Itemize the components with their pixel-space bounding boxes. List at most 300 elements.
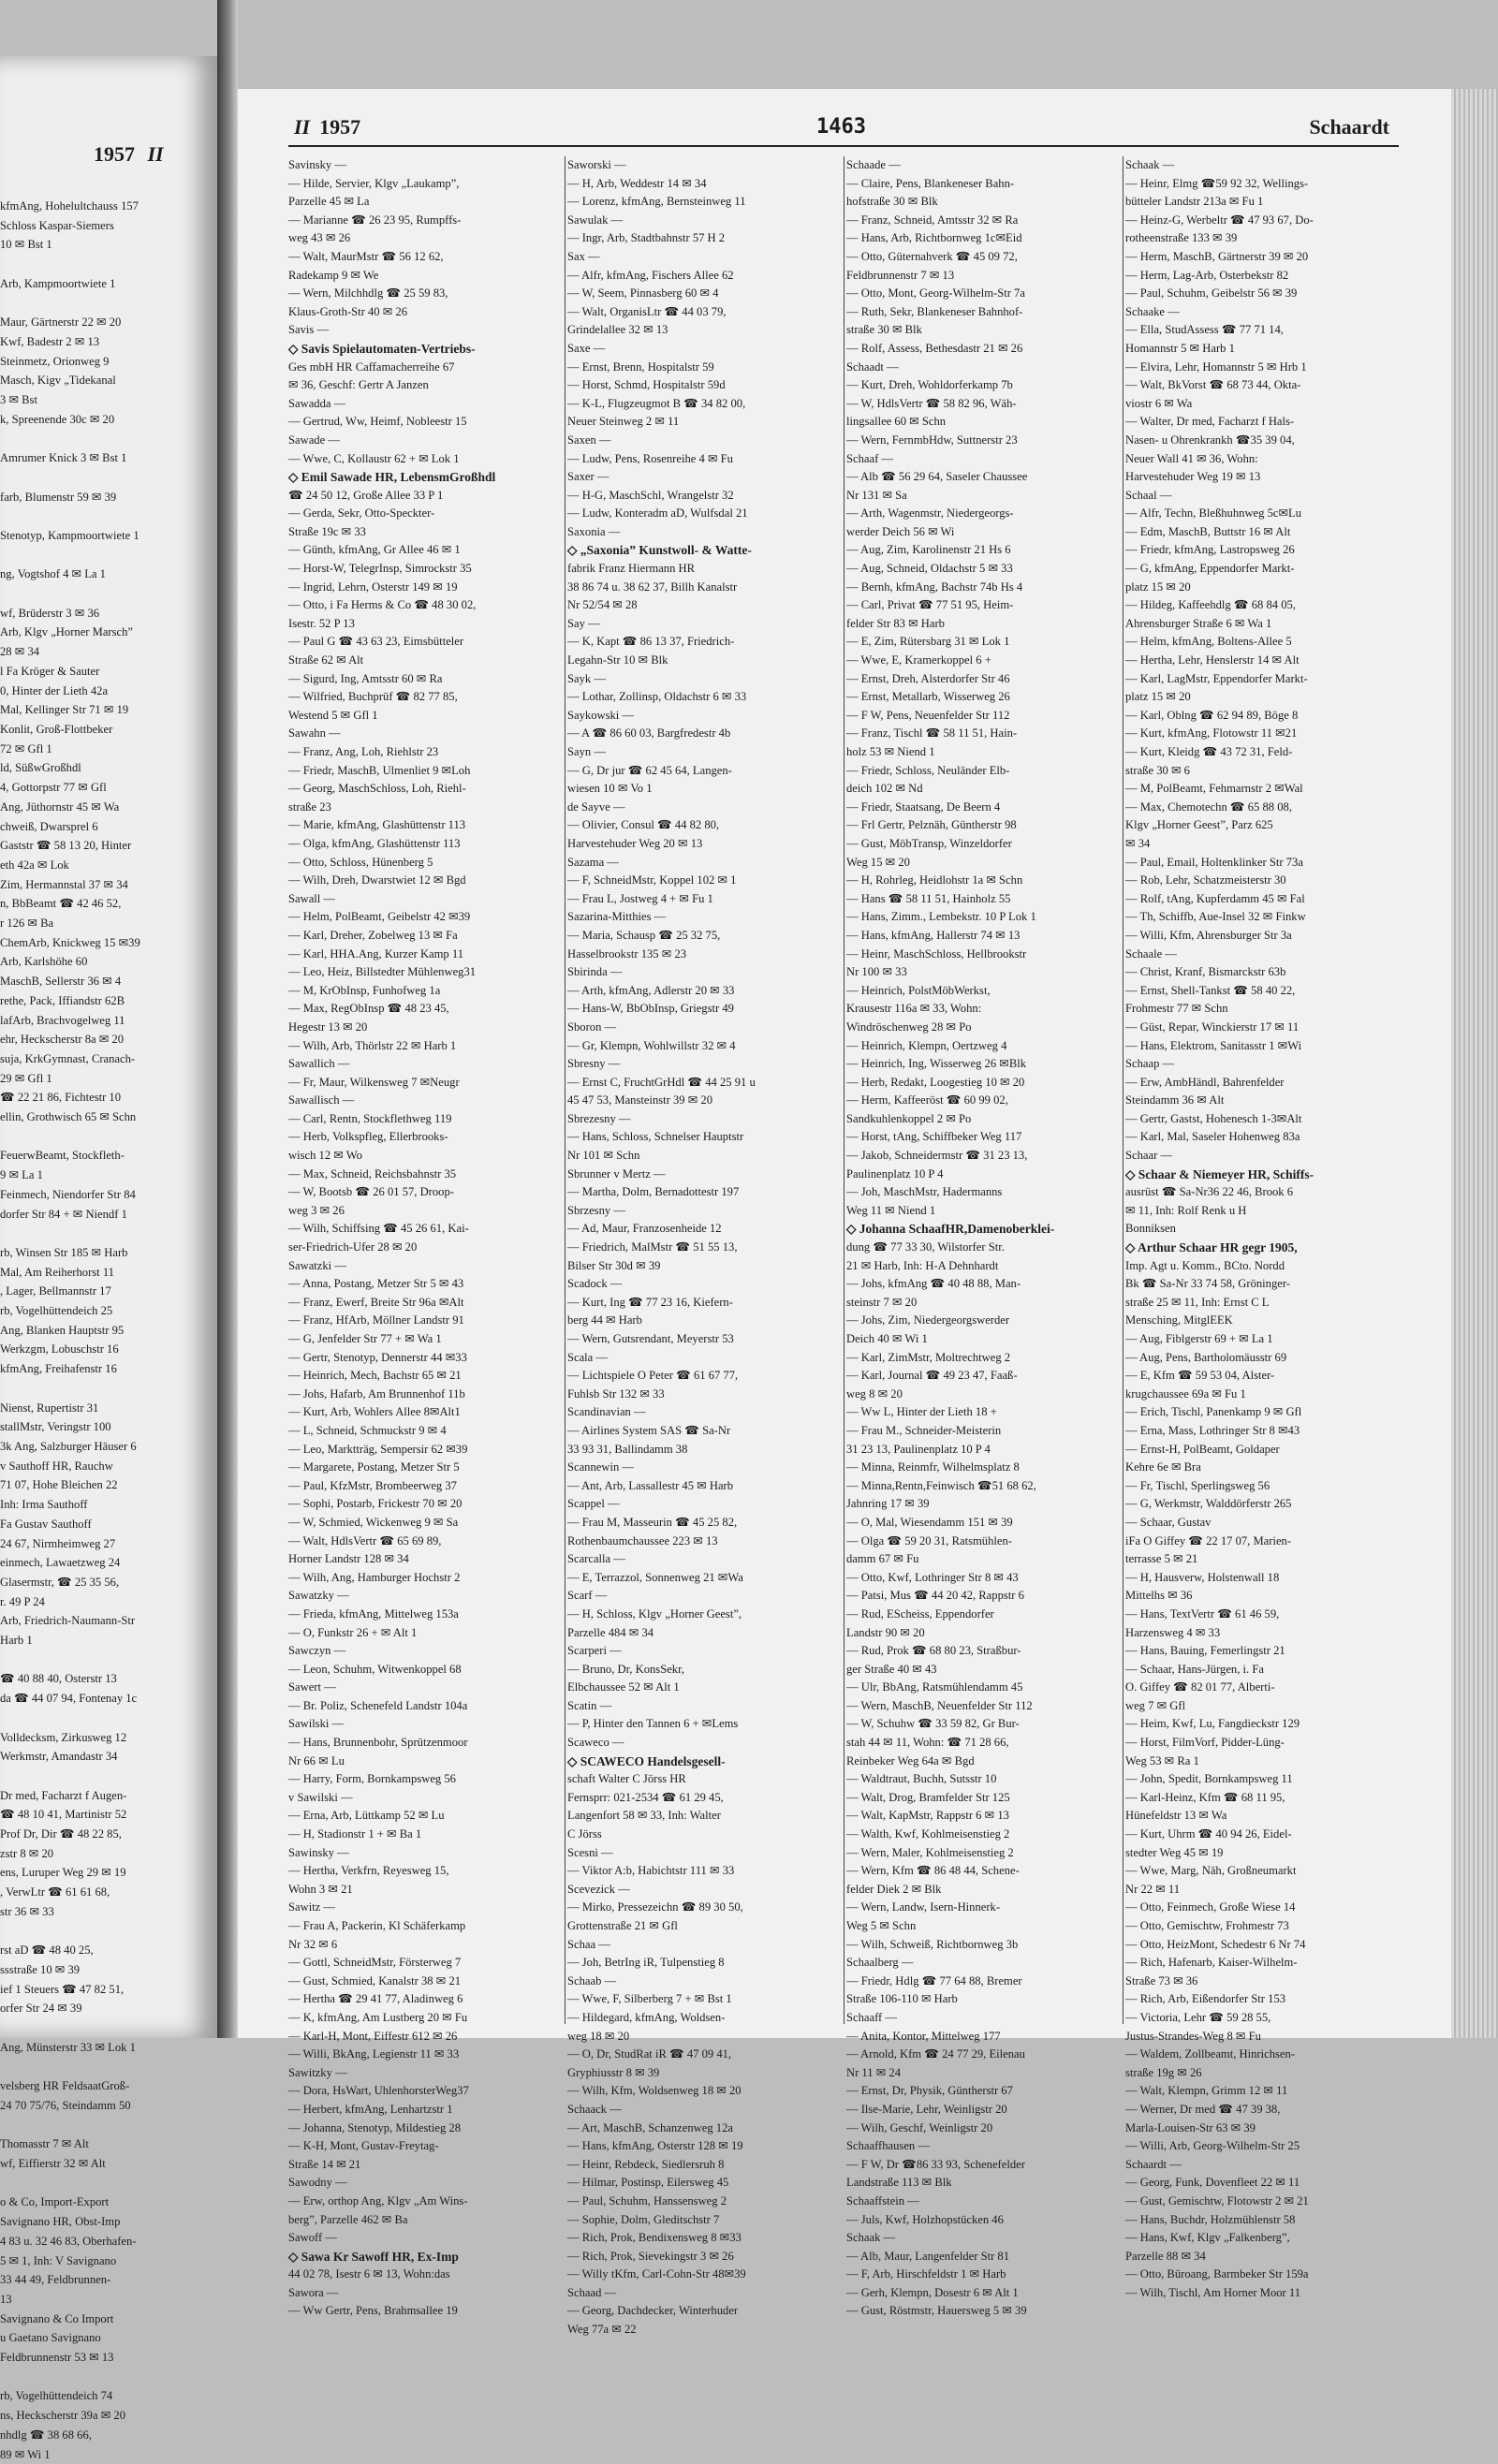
directory-entry: Mensching, MitglEEK bbox=[1125, 1313, 1233, 1327]
directory-entry: Legahn-Str 10 ✉ Blk bbox=[567, 653, 668, 667]
left-line: Masch, Kigv „Tidekanal bbox=[0, 374, 116, 388]
directory-entry: Saxer — bbox=[567, 470, 609, 484]
directory-entry: — Leon, Schuhm, Witwenkoppel 68 bbox=[288, 1662, 462, 1676]
directory-entry: Weg 15 ✉ 20 bbox=[846, 855, 910, 869]
directory-entry: Savinsky — bbox=[288, 158, 346, 171]
directory-entry: stedter Weg 45 ✉ 19 bbox=[1125, 1845, 1224, 1859]
directory-entry: platz 15 ✉ 20 bbox=[1125, 579, 1191, 594]
directory-entry: — Gertr, Gastst, Hohenesch 1-3✉Alt bbox=[1125, 1111, 1302, 1125]
left-line: ld, SüßwGroßhdl bbox=[0, 761, 81, 775]
directory-entry: — Walter, Dr med, Facharzt f Hals- bbox=[1125, 415, 1295, 429]
directory-entry: Ges mbH HR Caffamacherreihe 67 bbox=[288, 359, 455, 374]
directory-entry: — Paul G ☎ 43 63 23, Eimsbütteler bbox=[288, 635, 464, 649]
directory-entry: holz 53 ✉ Niend 1 bbox=[846, 745, 935, 758]
directory-entry: — Alb, Maur, Langenfelder Str 81 bbox=[846, 2249, 1010, 2263]
directory-entry: — Hans, Elektrom, Sanitasstr 1 ✉Wi bbox=[1125, 1038, 1302, 1052]
directory-column-3 bbox=[846, 156, 1120, 2318]
directory-entry: — Ernst, Dr, Physik, Güntherstr 67 bbox=[846, 2084, 1013, 2098]
left-line: ChemArb, Knickweg 15 ✉39 bbox=[0, 935, 140, 949]
directory-entry: — Leo, Heiz, Billstedter Mühlenweg31 bbox=[288, 965, 477, 979]
left-line: Thomasstr 7 ✉ Alt bbox=[0, 2137, 89, 2151]
directory-entry: — K-H, Mont, Gustav-Freytag- bbox=[288, 2139, 439, 2153]
directory-entry: — Otto, Schloss, Hünenberg 5 bbox=[288, 855, 433, 869]
directory-entry: — Horst, Schmd, Hospitalstr 59d bbox=[567, 378, 726, 392]
right-page-header bbox=[238, 115, 1451, 143]
directory-entry: Schaadt — bbox=[846, 359, 899, 374]
directory-entry: — Christ, Kranf, Bismarckstr 63b bbox=[1125, 965, 1286, 979]
left-line: Nienst, Rupertistr 31 bbox=[0, 1401, 99, 1415]
left-line: l Fa Kröger & Sauter bbox=[0, 664, 100, 678]
left-line: r 126 ✉ Ba bbox=[0, 917, 54, 931]
directory-entry: v Sawilski — bbox=[288, 1790, 353, 1804]
directory-entry: — Ernst C, FruchtGrHdl ☎ 44 25 91 u bbox=[567, 1075, 756, 1089]
directory-entry: — Ludw, Konteradm aD, Wulfsdal 21 bbox=[567, 506, 748, 521]
directory-entry: Bk ☎ Sa-Nr 33 74 58, Gröninger- bbox=[1125, 1277, 1290, 1291]
left-line bbox=[0, 546, 212, 565]
directory-entry: — Hans, Buchdr, Holzmühlenstr 58 bbox=[1125, 2212, 1296, 2226]
directory-entry: — Walt, BkVorst ☎ 68 73 44, Okta- bbox=[1125, 378, 1301, 392]
directory-entry: Feldbrunnenstr 7 ✉ 13 bbox=[846, 268, 955, 282]
left-line: o & Co, Import-Export bbox=[0, 2195, 110, 2209]
directory-entry: — Hans ☎ 58 11 51, Hainholz 55 bbox=[846, 891, 1011, 905]
directory-entry: — Hans, kfmAng, Osterstr 128 ✉ 19 bbox=[567, 2139, 743, 2153]
directory-entry: — Frieda, kfmAng, Mittelweg 153a bbox=[288, 1606, 459, 1621]
directory-entry: de Sayve — bbox=[567, 799, 625, 814]
directory-entry: Sawatzky — bbox=[288, 1589, 349, 1603]
directory-entry: — E, Terrazzol, Sonnenweg 21 ✉Wa bbox=[567, 1570, 743, 1584]
directory-entry: — F, Arb, Hirschfeldstr 1 ✉ Harb bbox=[846, 2267, 1006, 2281]
directory-entry: — Olga, kfmAng, Glashüttenstr 113 bbox=[288, 836, 461, 850]
directory-entry: — Airlines System SAS ☎ Sa-Nr bbox=[567, 1423, 731, 1437]
directory-entry: Westend 5 ✉ Gfl 1 bbox=[288, 708, 378, 722]
directory-entry: — Ernst, Dreh, Alsterdorfer Str 46 bbox=[846, 671, 1010, 685]
directory-entry: — Hans, Zimm., Lembekstr. 10 P Lok 1 bbox=[846, 910, 1036, 924]
directory-entry: — Carl, Privat ☎ 77 51 95, Heim- bbox=[846, 598, 1014, 612]
directory-entry: — Elvira, Lehr, Homannstr 5 ✉ Hrb 1 bbox=[1125, 359, 1307, 374]
directory-entry: — Rich, Prok, Sievekingstr 3 ✉ 26 bbox=[567, 2249, 734, 2263]
directory-entry: — Rob, Lehr, Schatzmeisterstr 30 bbox=[1125, 873, 1286, 887]
directory-entry: — John, Spedit, Bornkampsweg 11 bbox=[1125, 1772, 1293, 1786]
directory-entry: — Paul, Email, Holtenklinker Str 73a bbox=[1125, 855, 1303, 869]
left-line: Werkmstr, Amandastr 34 bbox=[0, 1750, 118, 1764]
directory-entry: — Wilh, Dreh, Dwarstwiet 12 ✉ Bgd bbox=[288, 873, 466, 887]
directory-entry: — Ww Gertr, Pens, Brahmsallee 19 bbox=[288, 2304, 458, 2318]
directory-entry: Scannewin — bbox=[567, 1460, 634, 1474]
directory-entry: wisch 12 ✉ Wo bbox=[288, 1149, 362, 1163]
directory-entry: ◇ Emil Sawade HR, LebensmGroßhdl bbox=[288, 470, 496, 485]
directory-entry: — Friedr, MaschB, Ulmenliet 9 ✉Loh bbox=[288, 763, 471, 777]
directory-entry: Paulinenplatz 10 P 4 bbox=[846, 1166, 944, 1181]
directory-entry: Sawert — bbox=[288, 1680, 336, 1694]
directory-entry: fabrik Franz Hiermann HR bbox=[567, 562, 696, 576]
left-line: Mal, Am Reiherhorst 11 bbox=[0, 1265, 114, 1279]
directory-entry: 44 02 78, Isestr 6 ✉ 13, Wohn:das bbox=[288, 2267, 450, 2281]
directory-entry: — Edm, MaschB, Buttstr 16 ✉ Alt bbox=[1125, 524, 1291, 538]
left-line: ☎ 40 88 40, Osterstr 13 bbox=[0, 1672, 117, 1686]
directory-entry: Klaus-Groth-Str 40 ✉ 26 bbox=[288, 304, 408, 318]
directory-entry: felder Str 83 ✉ Harb bbox=[846, 616, 945, 630]
left-line: Dr med, Facharzt f Augen- bbox=[0, 1788, 127, 1802]
directory-entry: — Anita, Kontor, Mittelweg 177 bbox=[846, 2029, 1001, 2043]
directory-entry: — Georg, Funk, Dovenfleet 22 ✉ 11 bbox=[1125, 2176, 1300, 2190]
directory-entry: — Heinrich, Mech, Bachstr 65 ✉ 21 bbox=[288, 1369, 462, 1383]
directory-entry: — Bruno, Dr, KonsSekr, bbox=[567, 1662, 684, 1676]
directory-entry: — Aug, Schneid, Oldachstr 5 ✉ 33 bbox=[846, 562, 1013, 576]
directory-entry: Deich 40 ✉ Wi 1 bbox=[846, 1332, 928, 1345]
directory-entry: Ahrensburger Straße 6 ✉ Wa 1 bbox=[1125, 616, 1272, 630]
directory-entry: — Hans-W, BbObInsp, Griegstr 49 bbox=[567, 1002, 734, 1016]
directory-entry: — Ludw, Pens, Rosenreihe 4 ✉ Fu bbox=[567, 451, 733, 465]
directory-entry: Marla-Louisen-Str 63 ✉ 39 bbox=[1125, 2120, 1256, 2134]
directory-entry: — Karl, Oblng ☎ 62 94 89, Böge 8 bbox=[1125, 708, 1299, 722]
directory-entry: — Rud, Prok ☎ 68 80 23, Straßbur- bbox=[846, 1644, 1021, 1658]
directory-entry: — Horst-W, TelegrInsp, Simrockstr 35 bbox=[288, 562, 472, 576]
directory-entry: ser-Friedrich-Ufer 28 ✉ 20 bbox=[288, 1240, 418, 1254]
directory-entry: Neuer Steinweg 2 ✉ 11 bbox=[567, 415, 680, 429]
left-line: suja, KrkGymnast, Cranach- bbox=[0, 1051, 136, 1065]
directory-entry: Sandkuhlenkoppel 2 ✉ Po bbox=[846, 1111, 972, 1125]
right-header-issue: II bbox=[294, 115, 311, 139]
left-line: rb, Vogelhüttendeich 25 bbox=[0, 1304, 113, 1318]
directory-entry: — E, Kfm ☎ 59 53 04, Alster- bbox=[1125, 1369, 1275, 1383]
left-line: n, BbBeamt ☎ 42 46 52, bbox=[0, 897, 122, 911]
directory-entry: — Wilh, Schweiß, Richtbornweg 3b bbox=[846, 1937, 1019, 1951]
column-divider bbox=[1123, 156, 1124, 2024]
directory-entry: — Karl, Journal ☎ 49 23 47, Faaß- bbox=[846, 1369, 1018, 1383]
left-line: da ☎ 44 07 94, Fontenay 1c bbox=[0, 1692, 138, 1706]
directory-entry: Nr 22 ✉ 11 bbox=[1125, 1882, 1181, 1896]
left-line: rethe, Pack, Iffiandstr 62B bbox=[0, 993, 125, 1007]
left-line: 3 ✉ Bst bbox=[0, 393, 37, 407]
directory-entry: schaft Walter C Jörss HR bbox=[567, 1772, 686, 1786]
left-line: 33 44 49, Feldbrunnen- bbox=[0, 2273, 111, 2287]
directory-entry: — Ingr, Arb, Stadtbahnstr 57 H 2 bbox=[567, 231, 726, 245]
left-line: Arb, Klgv „Horner Marsch” bbox=[0, 625, 133, 639]
directory-entry: Weg 77a ✉ 22 bbox=[567, 2323, 637, 2337]
directory-entry: — Willi, Kfm, Ahrensburger Str 3a bbox=[1125, 928, 1292, 942]
left-line: , VerwLtr ☎ 61 61 68, bbox=[0, 1885, 110, 1899]
directory-entry: Sawall — bbox=[288, 891, 336, 905]
left-line: rst aD ☎ 48 40 25, bbox=[0, 1943, 94, 1958]
left-line: dorfer Str 84 + ✉ Niendf 1 bbox=[0, 1207, 127, 1221]
directory-entry: — Martha, Dolm, Bernadottestr 197 bbox=[567, 1185, 740, 1199]
directory-entry: dung ☎ 77 33 30, Wilstorfer Str. bbox=[846, 1240, 1005, 1254]
directory-entry: Fernsprr: 021-2534 ☎ 61 29 45, bbox=[567, 1790, 724, 1804]
directory-entry: — Frau M, Masseurin ☎ 45 25 82, bbox=[567, 1515, 738, 1529]
directory-entry: steinstr 7 ✉ 20 bbox=[846, 1295, 918, 1309]
left-line: Prof Dr, Dir ☎ 48 22 85, bbox=[0, 1827, 122, 1841]
directory-entry: — Arnold, Kfm ☎ 24 77 29, Eilenau bbox=[846, 2047, 1025, 2061]
directory-entry: Sawallich — bbox=[288, 1057, 350, 1071]
directory-entry: — A ☎ 86 60 03, Bargfredestr 4b bbox=[567, 726, 731, 741]
directory-entry: — O, Mal, Wiesendamm 151 ✉ 39 bbox=[846, 1515, 1013, 1529]
left-line: 29 ✉ Gfl 1 bbox=[0, 1071, 52, 1085]
left-line: 5 ✉ 1, Inh: V Savignano bbox=[0, 2253, 117, 2267]
directory-entry: Sazarina-Mitthies — bbox=[567, 910, 667, 924]
left-line bbox=[0, 1127, 212, 1147]
directory-entry: — Karl, HHA.Ang, Kurzer Kamp 11 bbox=[288, 946, 463, 961]
directory-entry: — Gr, Klempn, Wohlwillstr 32 ✉ 4 bbox=[567, 1038, 736, 1052]
directory-entry: — Gertr, Stenotyp, Dennerstr 44 ✉33 bbox=[288, 1350, 467, 1364]
directory-entry: Radekamp 9 ✉ We bbox=[288, 268, 379, 282]
left-line: Feinmech, Niendorfer Str 84 bbox=[0, 1187, 136, 1201]
left-line: einmech, Lawaetzweg 24 bbox=[0, 1556, 121, 1570]
directory-entry: Jahnring 17 ✉ 39 bbox=[846, 1497, 930, 1511]
directory-entry: — Arth, kfmAng, Adlerstr 20 ✉ 33 bbox=[567, 983, 735, 997]
left-line: Zim, Hermannstal 37 ✉ 34 bbox=[0, 877, 128, 891]
left-line: ens, Luruper Weg 29 ✉ 19 bbox=[0, 1866, 126, 1880]
directory-entry: Bilser Str 30d ✉ 39 bbox=[567, 1258, 661, 1272]
directory-entry: — Heinr, Rebdeck, Siedlersruh 8 bbox=[567, 2157, 725, 2171]
directory-entry: Schaake — bbox=[1125, 304, 1180, 318]
directory-entry: Imp. Agt u. Komm., BCto. Nordd bbox=[1125, 1258, 1285, 1272]
directory-entry: Sawora — bbox=[288, 2285, 339, 2299]
directory-entry: Sayk — bbox=[567, 671, 606, 685]
directory-entry: ◇ Sawa Kr Sawoff HR, Ex-Imp bbox=[288, 2249, 459, 2264]
directory-entry: — Ernst-H, PolBeamt, Goldaper bbox=[1125, 1442, 1280, 1456]
left-line: 89 ✉ Wi 1 bbox=[0, 2447, 51, 2461]
directory-entry: — Ulr, BbAng, Ratsmühlendamm 45 bbox=[846, 1680, 1023, 1694]
directory-entry: — Franz, HfArb, Möllner Landstr 91 bbox=[288, 1313, 464, 1327]
directory-entry: — Heinr, Elmg ☎59 92 32, Wellings- bbox=[1125, 176, 1309, 190]
directory-entry: Sbresny — bbox=[567, 1057, 621, 1071]
directory-entry: — Mirko, Pressezeichn ☎ 89 30 50, bbox=[567, 1900, 743, 1914]
directory-entry: Schaale — bbox=[1125, 946, 1177, 961]
directory-entry: — Frau M., Schneider-Meisterin bbox=[846, 1423, 1002, 1437]
directory-entry: Sayn — bbox=[567, 745, 606, 758]
directory-entry: — K, Kapt ☎ 86 13 37, Friedrich- bbox=[567, 635, 735, 649]
directory-entry: Sbirinda — bbox=[567, 965, 623, 979]
directory-entry: — Erna, Arb, Lüttkamp 52 ✉ Lu bbox=[288, 1809, 445, 1823]
directory-entry: Harvestehuder Weg 19 ✉ 13 bbox=[1125, 470, 1261, 484]
directory-entry: — Helm, kfmAng, Boltens-Allee 5 bbox=[1125, 635, 1292, 649]
directory-entry: — G, Werkmstr, Walddörferstr 265 bbox=[1125, 1497, 1292, 1511]
directory-entry: berg”, Parzelle 462 ✉ Ba bbox=[288, 2212, 408, 2226]
directory-entry: — W, Schuhw ☎ 33 59 82, Gr Bur- bbox=[846, 1717, 1020, 1731]
directory-entry: Schaade — bbox=[846, 158, 901, 171]
directory-entry: — Wern, Kfm ☎ 86 48 44, Schene- bbox=[846, 1864, 1020, 1878]
directory-entry: Nr 66 ✉ Lu bbox=[288, 1753, 345, 1767]
left-line: Ang, Münsterstr 33 ✉ Lok 1 bbox=[0, 2040, 136, 2054]
directory-entry: iFa O Giffey ☎ 22 17 07, Marien- bbox=[1125, 1533, 1292, 1547]
directory-entry: — Karl, LagMstr, Eppendorfer Markt- bbox=[1125, 671, 1308, 685]
directory-entry: berg 44 ✉ Harb bbox=[567, 1313, 642, 1327]
directory-entry: — Sigurd, Ing, Amtsstr 60 ✉ Ra bbox=[288, 671, 443, 685]
directory-entry: Schaaffstein — bbox=[846, 2193, 919, 2207]
left-line: chweiß, Dwarsprel 6 bbox=[0, 819, 98, 833]
directory-entry: ◇ Savis Spielautomaten-Vertriebs- bbox=[288, 341, 476, 356]
directory-entry: — Ad, Maur, Franzosenheide 12 bbox=[567, 1222, 722, 1236]
directory-entry: — Fr, Maur, Wilkensweg 7 ✉Neugr bbox=[288, 1075, 460, 1089]
directory-entry: — W, Seem, Pinnasberg 60 ✉ 4 bbox=[567, 286, 719, 301]
directory-entry: — Maria, Schausp ☎ 25 32 75, bbox=[567, 928, 721, 942]
directory-entry: — Erich, Tischl, Panenkamp 9 ✉ Gfl bbox=[1125, 1405, 1302, 1419]
left-line: FeuerwBeamt, Stockfleth- bbox=[0, 1149, 125, 1163]
directory-entry: — Karl, Mal, Saseler Hohenweg 83a bbox=[1125, 1130, 1300, 1144]
directory-entry: — Aug, Pens, Bartholomäusstr 69 bbox=[1125, 1350, 1287, 1364]
directory-entry: — Otto, HeizMont, Schedestr 6 Nr 74 bbox=[1125, 1937, 1306, 1951]
directory-entry: O. Giffey ☎ 82 01 77, Alberti- bbox=[1125, 1680, 1275, 1694]
directory-entry: — Johs, Zim, Niedergeorgswerder bbox=[846, 1313, 1010, 1327]
directory-entry: Sawallisch — bbox=[288, 1093, 355, 1107]
left-line bbox=[0, 2018, 212, 2038]
directory-entry: — Rich, Arb, Eißendorfer Str 153 bbox=[1125, 1992, 1286, 2006]
directory-entry: — Gust, Schmied, Kanalstr 38 ✉ 21 bbox=[288, 1973, 462, 1987]
directory-entry: 31 23 13, Paulinenplatz 10 P 4 bbox=[846, 1442, 991, 1456]
directory-entry: — W, Schmied, Wickenweg 9 ✉ Sa bbox=[288, 1515, 459, 1529]
directory-entry: Scarperi — bbox=[567, 1644, 622, 1658]
directory-entry: Sax — bbox=[567, 249, 600, 263]
directory-entry: — Paul, KfzMstr, Brombeerweg 37 bbox=[288, 1478, 457, 1492]
left-line: 3k Ang, Salzburger Häuser 6 bbox=[0, 1440, 137, 1453]
directory-entry: Sawulak — bbox=[567, 213, 624, 227]
directory-entry: — Ernst, Brenn, Hospitalstr 59 bbox=[567, 359, 714, 374]
directory-entry: — Ilse-Marie, Lehr, Weinligstr 20 bbox=[846, 2102, 1007, 2116]
directory-entry: — Harry, Form, Bornkampsweg 56 bbox=[288, 1772, 456, 1786]
directory-entry: — Hans, Bauing, Femerlingstr 21 bbox=[1125, 1644, 1285, 1658]
left-line: ng, Vogtshof 4 ✉ La 1 bbox=[0, 567, 106, 581]
directory-entry: Schaaffhausen — bbox=[846, 2139, 930, 2153]
directory-entry: Harvestehuder Weg 20 ✉ 13 bbox=[567, 836, 703, 850]
directory-entry: — Sophie, Dolm, Gleditschstr 7 bbox=[567, 2212, 720, 2226]
directory-entry: straße 30 ✉ 6 bbox=[1125, 763, 1190, 777]
directory-entry: — Ella, StudAssess ☎ 77 71 14, bbox=[1125, 323, 1284, 337]
left-line bbox=[0, 294, 212, 314]
left-line: Ang, Jüthornstr 45 ✉ Wa bbox=[0, 799, 120, 814]
left-line: ☎ 22 21 86, Fichtestr 10 bbox=[0, 1091, 122, 1105]
directory-entry: — Friedr, kfmAng, Lastropsweg 26 bbox=[1125, 543, 1295, 557]
directory-entry: — Ernst, Metallarb, Wisserweg 26 bbox=[846, 690, 1010, 704]
directory-entry: platz 15 ✉ 20 bbox=[1125, 690, 1191, 704]
directory-entry: — Friedr, Hdlg ☎ 77 64 88, Bremer bbox=[846, 1973, 1022, 1987]
left-line: 10 ✉ Bst 1 bbox=[0, 238, 52, 252]
directory-entry: — Wilfried, Buchprüf ☎ 82 77 85, bbox=[288, 690, 458, 704]
directory-entry: — F W, Pens, Neuenfelder Str 112 bbox=[846, 708, 1010, 722]
directory-entry: Isestr. 52 P 13 bbox=[288, 616, 355, 630]
directory-entry: — Walt, Klempn, Grimm 12 ✉ 11 bbox=[1125, 2084, 1288, 2098]
left-line: Kwf, Badestr 2 ✉ 13 bbox=[0, 334, 100, 348]
left-line bbox=[0, 1379, 212, 1399]
directory-entry: ◇ „Saxonia” Kunstwoll- & Watte- bbox=[567, 543, 752, 558]
directory-column-1 bbox=[288, 156, 562, 2318]
directory-entry: Schaab — bbox=[567, 1973, 617, 1987]
directory-entry: — Dora, HsWart, UhlenhorsterWeg37 bbox=[288, 2084, 469, 2098]
directory-entry: viostr 6 ✉ Wa bbox=[1125, 396, 1193, 410]
left-page-column bbox=[0, 197, 212, 2464]
directory-entry: — Gerda, Sekr, Otto-Speckter- bbox=[288, 506, 435, 521]
directory-entry: Landstr 90 ✉ 20 bbox=[846, 1625, 925, 1639]
directory-entry: — Karl, Dreher, Zobelweg 13 ✉ Fa bbox=[288, 928, 458, 942]
left-line: kfmAng, Hohelultchauss 157 bbox=[0, 199, 139, 213]
directory-entry: — Günth, kfmAng, Gr Allee 46 ✉ 1 bbox=[288, 543, 461, 557]
directory-entry: — Olivier, Consul ☎ 44 82 80, bbox=[567, 818, 720, 832]
left-line bbox=[0, 429, 212, 448]
directory-entry: — H, Stadionstr 1 + ✉ Ba 1 bbox=[288, 1827, 422, 1841]
directory-entry: Straße 106-110 ✉ Harb bbox=[846, 1992, 958, 2006]
directory-entry: Nr 32 ✉ 6 bbox=[288, 1937, 338, 1951]
directory-entry: — K-L, Flugzeugmot B ☎ 34 82 00, bbox=[567, 396, 746, 410]
directory-entry: — Minna,Rentn,Feinwisch ☎51 68 62, bbox=[846, 1478, 1036, 1492]
directory-entry: — Ingrid, Lehrn, Osterstr 149 ✉ 19 bbox=[288, 579, 458, 594]
left-line: 9 ✉ La 1 bbox=[0, 1168, 43, 1182]
directory-entry: ◇ Arthur Schaar HR gegr 1905, bbox=[1125, 1240, 1298, 1255]
left-line: Gaststr ☎ 58 13 20, Hinter bbox=[0, 839, 132, 853]
left-line: Maur, Gärtnerstr 22 ✉ 20 bbox=[0, 315, 122, 330]
directory-entry: — Joh, MaschMstr, Hadermanns bbox=[846, 1185, 1003, 1199]
directory-entry: — H, Hausverw, Holstenwall 18 bbox=[1125, 1570, 1280, 1584]
directory-entry: — Heinz-G, Werbeltr ☎ 47 93 67, Do- bbox=[1125, 213, 1314, 227]
directory-entry: — G, kfmAng, Eppendorfer Markt- bbox=[1125, 562, 1295, 576]
directory-entry: terrasse 5 ✉ 21 bbox=[1125, 1552, 1198, 1566]
left-line bbox=[0, 468, 212, 488]
directory-entry: — Herbert, kfmAng, Lenhartzstr 1 bbox=[288, 2102, 453, 2116]
directory-entry: — Hertha, Verkfrn, Reyesweg 15, bbox=[288, 1864, 449, 1878]
left-line: 4 83 u. 32 46 83, Oberhafen- bbox=[0, 2234, 137, 2248]
directory-entry: — Otto, Güternahverk ☎ 45 09 72, bbox=[846, 249, 1018, 263]
directory-entry: — Otto, Gemischtw, Frohmestr 73 bbox=[1125, 1919, 1289, 1932]
directory-entry: — Gust, Gemischtw, Flotowstr 2 ✉ 21 bbox=[1125, 2193, 1309, 2207]
directory-entry: — Paul, Schuhm, Hanssensweg 2 bbox=[567, 2193, 727, 2207]
directory-entry: — Kurt, kfmAng, Flotowstr 11 ✉21 bbox=[1125, 726, 1298, 741]
directory-entry: stah 44 ✉ 11, Wohn: ☎ 71 28 66, bbox=[846, 1736, 1009, 1750]
directory-entry: — Karl, ZimMstr, Moltrechtweg 2 bbox=[846, 1350, 1011, 1364]
directory-entry: — Waldem, Zollbeamt, Hinrichsen- bbox=[1125, 2047, 1295, 2061]
directory-entry: — Juls, Kwf, Holzhopstücken 46 bbox=[846, 2212, 1004, 2226]
directory-entry: Scesni — bbox=[567, 1845, 613, 1859]
directory-entry: — Werner, Dr med ☎ 47 39 38, bbox=[1125, 2102, 1281, 2116]
directory-entry: Sbrezesny — bbox=[567, 1111, 631, 1125]
directory-entry: — Rich, Prok, Bendixensweg 8 ✉33 bbox=[567, 2231, 742, 2245]
directory-entry: hofstraße 30 ✉ Blk bbox=[846, 195, 938, 209]
directory-entry: — Otto, i Fa Herms & Co ☎ 48 30 02, bbox=[288, 598, 477, 612]
directory-entry: Grottenstraße 21 ✉ Gfl bbox=[567, 1919, 678, 1932]
directory-entry: — Leo, Marktträg, Sempersir 62 ✉39 bbox=[288, 1442, 468, 1456]
directory-entry: Hegestr 13 ✉ 20 bbox=[288, 1019, 368, 1034]
left-line: Ang, Blanken Hauptstr 95 bbox=[0, 1323, 125, 1337]
left-line bbox=[0, 1767, 212, 1786]
directory-entry: — Otto, Büroang, Barmbeker Str 159a bbox=[1125, 2267, 1309, 2281]
directory-entry: — Hans, Kwf, Klgv „Falkenberg”, bbox=[1125, 2231, 1290, 2245]
directory-entry: — Th, Schiffb, Aue-Insel 32 ✉ Finkw bbox=[1125, 910, 1306, 924]
directory-entry: deich 102 ✉ Nd bbox=[846, 782, 923, 796]
directory-entry: — Ruth, Sekr, Blankeneser Bahnhof- bbox=[846, 304, 1023, 318]
directory-entry: — Karl-Heinz, Kfm ☎ 68 11 95, bbox=[1125, 1790, 1285, 1804]
directory-entry: Grindelallee 32 ✉ 13 bbox=[567, 323, 668, 337]
directory-entry: Reinbeker Weg 64a ✉ Bgd bbox=[846, 1753, 975, 1767]
directory-entry: Scevezick — bbox=[567, 1882, 630, 1896]
directory-entry: — Paul, Schuhm, Geibelstr 56 ✉ 39 bbox=[1125, 286, 1298, 301]
directory-entry: Wohn 3 ✉ 21 bbox=[288, 1882, 353, 1896]
directory-entry: ◇ Johanna SchaafHR,Damenoberklei- bbox=[846, 1222, 1055, 1237]
directory-entry: — Herm, Lag-Arb, Osterbekstr 82 bbox=[1125, 268, 1289, 282]
directory-entry: — K, kfmAng, Am Lustberg 20 ✉ Fu bbox=[288, 2010, 468, 2024]
directory-entry: Nr 11 ✉ 24 bbox=[846, 2065, 902, 2079]
left-line: Steinmetz, Orionweg 9 bbox=[0, 354, 110, 368]
left-line bbox=[0, 2368, 212, 2387]
directory-entry: Straße 14 ✉ 21 bbox=[288, 2157, 361, 2171]
directory-entry: — Heinrich, Klempn, Oertzweg 4 bbox=[846, 1038, 1007, 1052]
left-line bbox=[0, 1650, 212, 1670]
directory-entry: Parzelle 484 ✉ 34 bbox=[567, 1625, 654, 1639]
left-line: k, Spreenende 30c ✉ 20 bbox=[0, 412, 115, 426]
directory-entry: Langenfort 58 ✉ 33, Inh: Walter bbox=[567, 1809, 721, 1823]
directory-entry: — Herm, MaschB, Gärtnerstr 39 ✉ 20 bbox=[1125, 249, 1309, 263]
directory-entry: Sawilski — bbox=[288, 1717, 345, 1731]
directory-entry: — Walt, HdlsVertr ☎ 65 69 89, bbox=[288, 1533, 442, 1547]
directory-entry: — Willi, Arb, Georg-Wilhelm-Str 25 bbox=[1125, 2139, 1300, 2153]
directory-entry: Rothenbaumchaussee 223 ✉ 13 bbox=[567, 1533, 718, 1547]
directory-column-2 bbox=[567, 156, 841, 2337]
